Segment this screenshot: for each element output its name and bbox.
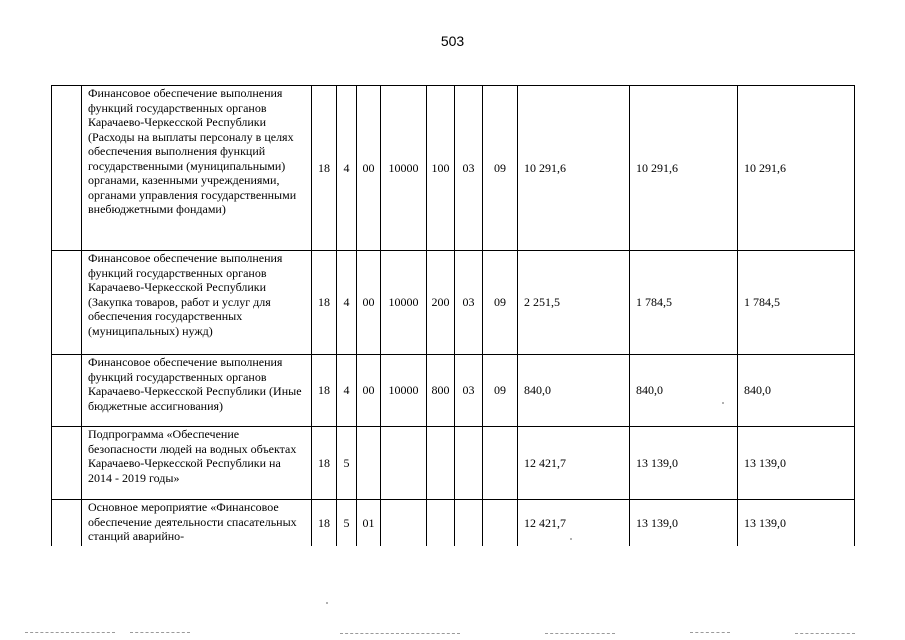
scan-artifact-line [340,633,460,634]
code-cell [427,427,455,500]
table-row [52,251,855,355]
blank-cell [52,427,82,500]
blank-cell [52,251,82,355]
value-cell: 10 291,6 [630,86,738,251]
page-number: 503 [440,33,465,49]
scan-artifact-line [130,632,190,633]
code-cell: 4 [337,355,357,427]
code-cell: 5 [337,427,357,500]
value-cell: 12 421,7 [518,427,630,500]
scan-speck [326,602,328,604]
code-cell: 100 [427,86,455,251]
value-cell: 13 139,0 [738,427,855,500]
code-cell [455,427,483,500]
code-cell [483,427,518,500]
code-cell [357,427,381,500]
table-row [52,500,855,546]
scan-artifact-line [795,633,855,634]
code-cell: 01 [357,500,381,546]
code-cell: 03 [455,86,483,251]
scan-artifact-line [25,632,115,633]
row-description: Финансовое обеспечение выполнения функций государственных органов Карачаево-Черкесской Республики (Расходы на выплаты персоналу в целях обеспечения выполнения функций государственными (муниципальными) органами, казенными учреждениями, органами управления государственными внебюджетными фондами) [82,86,312,251]
table-row [52,86,855,251]
code-cell: 03 [455,251,483,355]
code-cell [381,427,427,500]
scan-artifact-line [690,632,730,633]
code-cell: 18 [312,500,337,546]
row-description: Финансовое обеспечение выполнения функций государственных органов Карачаево-Черкесской Республики (Иные бюджетные ассигнования) [82,355,312,427]
code-cell: 18 [312,355,337,427]
value-cell: 13 139,0 [630,427,738,500]
code-cell: 18 [312,427,337,500]
value-cell: 13 139,0 [738,500,855,546]
code-cell: 09 [483,86,518,251]
code-cell: 18 [312,86,337,251]
code-cell [483,500,518,546]
scan-speck [722,402,724,404]
value-cell: 840,0 [630,355,738,427]
value-cell: 10 291,6 [518,86,630,251]
blank-cell [52,500,82,546]
value-cell: 1 784,5 [630,251,738,355]
code-cell [427,500,455,546]
code-cell: 4 [337,86,357,251]
code-cell: 03 [455,355,483,427]
value-cell: 840,0 [738,355,855,427]
code-cell: 00 [357,86,381,251]
value-cell: 1 784,5 [738,251,855,355]
row-description: Основное мероприятие «Финансовое обеспечение деятельности спасательных станций аварийно- [82,500,312,546]
row-description: Подпрограмма «Обеспечение безопасности людей на водных объектах Карачаево-Черкесской Республики на 2014 - 2019 годы» [82,427,312,500]
code-cell [381,500,427,546]
code-cell: 10000 [381,355,427,427]
code-cell: 00 [357,251,381,355]
code-cell: 5 [337,500,357,546]
code-cell: 200 [427,251,455,355]
value-cell: 13 139,0 [630,500,738,546]
scan-artifact-line [545,633,615,634]
budget-table [51,85,855,546]
code-cell: 09 [483,355,518,427]
code-cell: 4 [337,251,357,355]
code-cell: 10000 [381,251,427,355]
value-cell: 2 251,5 [518,251,630,355]
blank-cell [52,86,82,251]
blank-cell [52,355,82,427]
code-cell: 10000 [381,86,427,251]
value-cell: 12 421,7 [518,500,630,546]
table-row [52,355,855,427]
table-row [52,427,855,500]
code-cell: 09 [483,251,518,355]
row-description: Финансовое обеспечение выполнения функций государственных органов Карачаево-Черкесской Республики (Закупка товаров, работ и услуг для обеспечения государственных (муниципальных) нужд) [82,251,312,355]
code-cell: 800 [427,355,455,427]
scan-speck [570,538,572,540]
code-cell: 00 [357,355,381,427]
code-cell: 18 [312,251,337,355]
value-cell: 840,0 [518,355,630,427]
code-cell [455,500,483,546]
value-cell: 10 291,6 [738,86,855,251]
